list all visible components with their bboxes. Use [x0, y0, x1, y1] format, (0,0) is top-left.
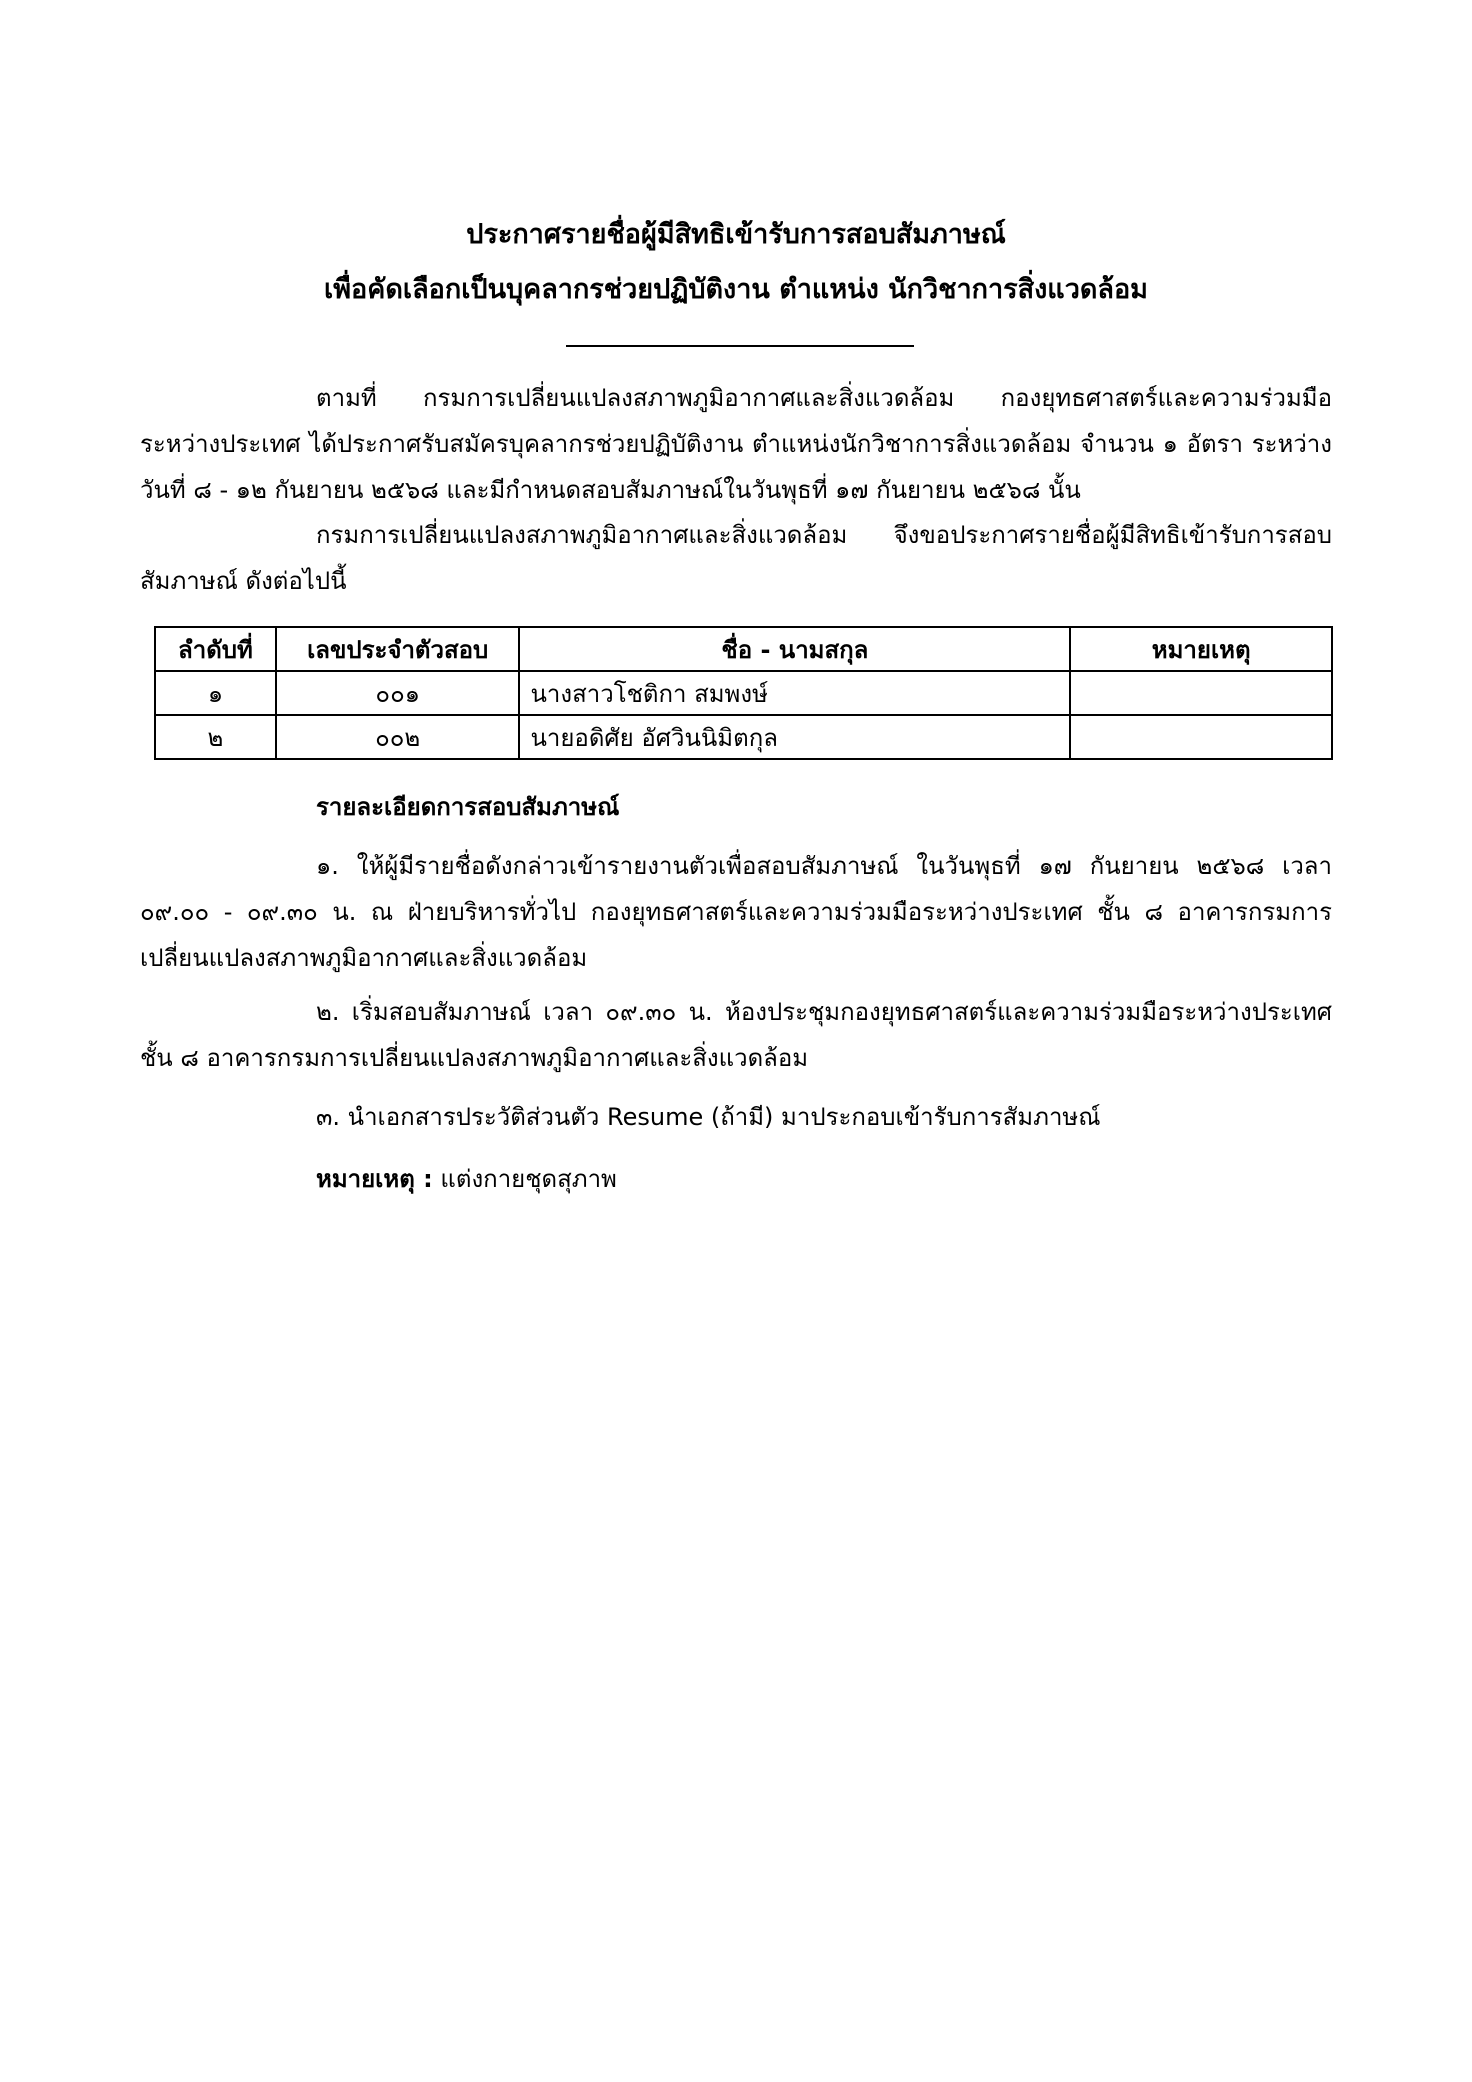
detail-item-3: ๓. นำเอกสารประวัติส่วนตัว Resume (ถ้ามี) มาประกอบเข้ารับการสัมภาษณ์ — [316, 1103, 1101, 1131]
table-row — [155, 715, 1332, 759]
header-exam-id: เลขประจำตัวสอบ — [276, 627, 520, 671]
remark-line — [316, 1156, 617, 1202]
row-no: ๒ — [155, 715, 276, 759]
row-remark — [1070, 715, 1332, 759]
remark-label: หมายเหตุ : — [316, 1165, 433, 1193]
row-remark — [1070, 671, 1332, 715]
table-row — [155, 671, 1332, 715]
row-name: นายอดิศัย อัศวินนิมิตกุล — [519, 715, 1070, 759]
announcement-paragraph: กรมการเปลี่ยนแปลงสภาพภูมิอากาศและสิ่งแวดล้อม จึงขอประกาศรายชื่อผู้มีสิทธิเข้ารับการสอบสัมภาษณ์ ดังต่อไปนี้ — [140, 521, 1332, 595]
document-title-line1: ประกาศรายชื่อผู้มีสิทธิเข้ารับการสอบสัมภาษณ์ — [466, 219, 1006, 250]
row-exam-id: ๐๐๑ — [276, 671, 520, 715]
title-divider — [566, 345, 914, 347]
document-title-line2: เพื่อคัดเลือกเป็นบุคลากรช่วยปฏิบัติงาน ตำแหน่ง นักวิชาการสิ่งแวดล้อม — [324, 274, 1148, 305]
intro-paragraph: ตามที่ กรมการเปลี่ยนแปลงสภาพภูมิอากาศและสิ่งแวดล้อม กองยุทธศาสตร์และความร่วมมือระหว่างประเทศ ได้ประกาศรับสมัครบุคลากรช่วยปฏิบัติงาน ตำแหน่งนักวิชาการสิ่งแวดล้อม จำนวน ๑ อัตรา ระหว่างวันที่ ๘ - ๑๒ กันยายน ๒๕๖๘ และมีกำหนดสอบสัมภาษณ์ในวันพุธที่ ๑๗ กันยายน ๒๕๖๘ นั้น — [140, 384, 1332, 504]
row-name: นางสาวโชติกา สมพงษ์ — [519, 671, 1070, 715]
detail-item-2: ๒. เริ่มสอบสัมภาษณ์ เวลา ๐๙.๓๐ น. ห้องประชุมกองยุทธศาสตร์และความร่วมมือระหว่างประเทศ ชั้น ๘ อาคารกรมการเปลี่ยนแปลงสภาพภูมิอากาศและสิ่งแวดล้อม — [140, 998, 1332, 1072]
header-name: ชื่อ - นามสกุล — [519, 627, 1070, 671]
header-remark: หมายเหตุ — [1070, 627, 1332, 671]
candidate-table — [154, 626, 1333, 760]
remark-text: แต่งกายชุดสุภาพ — [440, 1165, 617, 1193]
details-heading: รายละเอียดการสอบสัมภาษณ์ — [316, 793, 620, 821]
detail-item-1: ๑. ให้ผู้มีรายชื่อดังกล่าวเข้ารายงานตัวเพื่อสอบสัมภาษณ์ ในวันพุธที่ ๑๗ กันยายน ๒๕๖๘ เวลา ๐๙.๐๐ - ๐๙.๓๐ น. ณ ฝ่ายบริหารทั่วไป กองยุทธศาสตร์และความร่วมมือระหว่างประเทศ ชั้น ๘ อาคารกรมการเปลี่ยนแปลงสภาพภูมิอากาศและสิ่งแวดล้อม — [140, 852, 1332, 972]
header-no: ลำดับที่ — [155, 627, 276, 671]
table-header-row — [155, 627, 1332, 671]
row-exam-id: ๐๐๒ — [276, 715, 520, 759]
row-no: ๑ — [155, 671, 276, 715]
